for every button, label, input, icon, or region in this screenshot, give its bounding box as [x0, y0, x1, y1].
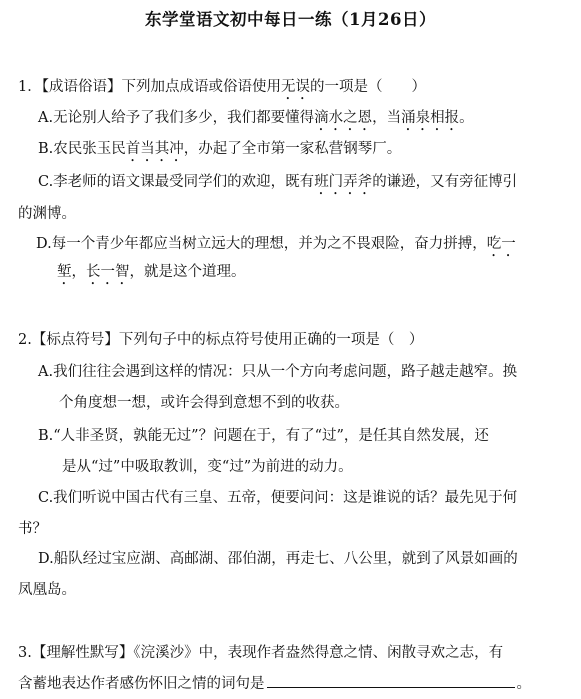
q2-option-c: C.我们听说中国古代有三皇、五帝，便要问问：这是谁说的话？最先见于何	[38, 490, 518, 506]
q3-stem: 3.【理解性默写】《浣溪沙》中，表现作者盎然得意之情、闲散寻欢之志，有	[18, 645, 504, 661]
q2-option-d-cont: 凤凰岛。	[18, 582, 76, 598]
q2-stem: 2.【标点符号】下列句子中的标点符号使用正确的一项是（ ）	[18, 332, 424, 348]
q1-option-c-cont: 的渊博。	[18, 206, 76, 222]
q3-stem-cont: 含蓄地表达作者感伤怀旧之情的词句是 。	[18, 673, 531, 694]
q2-option-b: B.“人非圣贤，孰能无过”？问题在于，有了“过”，是任其自然发展，还	[38, 428, 489, 444]
q2-option-c-cont: 书？	[18, 521, 47, 537]
q1-option-d-cont: 堑，长一智，就是这个道理。	[57, 264, 246, 280]
q1-option-b: B.农民张玉民首当其冲，办起了全市第一家私营钢琴厂。	[38, 141, 402, 157]
q1-stem: 1．【成语俗语】下列加点成语或俗语使用无误的一项是（ ）	[18, 79, 426, 95]
q2-option-b-cont: 是从“过”中吸取教训，变“过”为前进的动力。	[62, 459, 353, 475]
q1-option-c: C.李老师的语文课最受同学们的欢迎，既有班门弄斧的谦逊，又有旁征博引	[38, 174, 518, 190]
q2-option-a-cont: 个角度想一想，或许会得到意想不到的收获。	[59, 395, 349, 411]
answer-blank[interactable]	[267, 673, 515, 688]
q2-option-a: A.我们往往会遇到这样的情况：只从一个方向考虑问题，路子越走越窄。换	[38, 364, 518, 380]
page-title: 东学堂语文初中每日一练（1月26日）	[145, 10, 436, 29]
q1-option-a: A.无论别人给予了我们多少，我们都要懂得滴水之恩，当涌泉相报。	[38, 110, 474, 126]
q1-option-d: D.每一个青少年都应当树立远大的理想，并为之不畏艰险，奋力拼搏，吃一	[36, 236, 516, 252]
q2-option-d: D.船队经过宝应湖、高邮湖、邵伯湖，再走七、八公里，就到了风景如画的	[38, 551, 518, 567]
